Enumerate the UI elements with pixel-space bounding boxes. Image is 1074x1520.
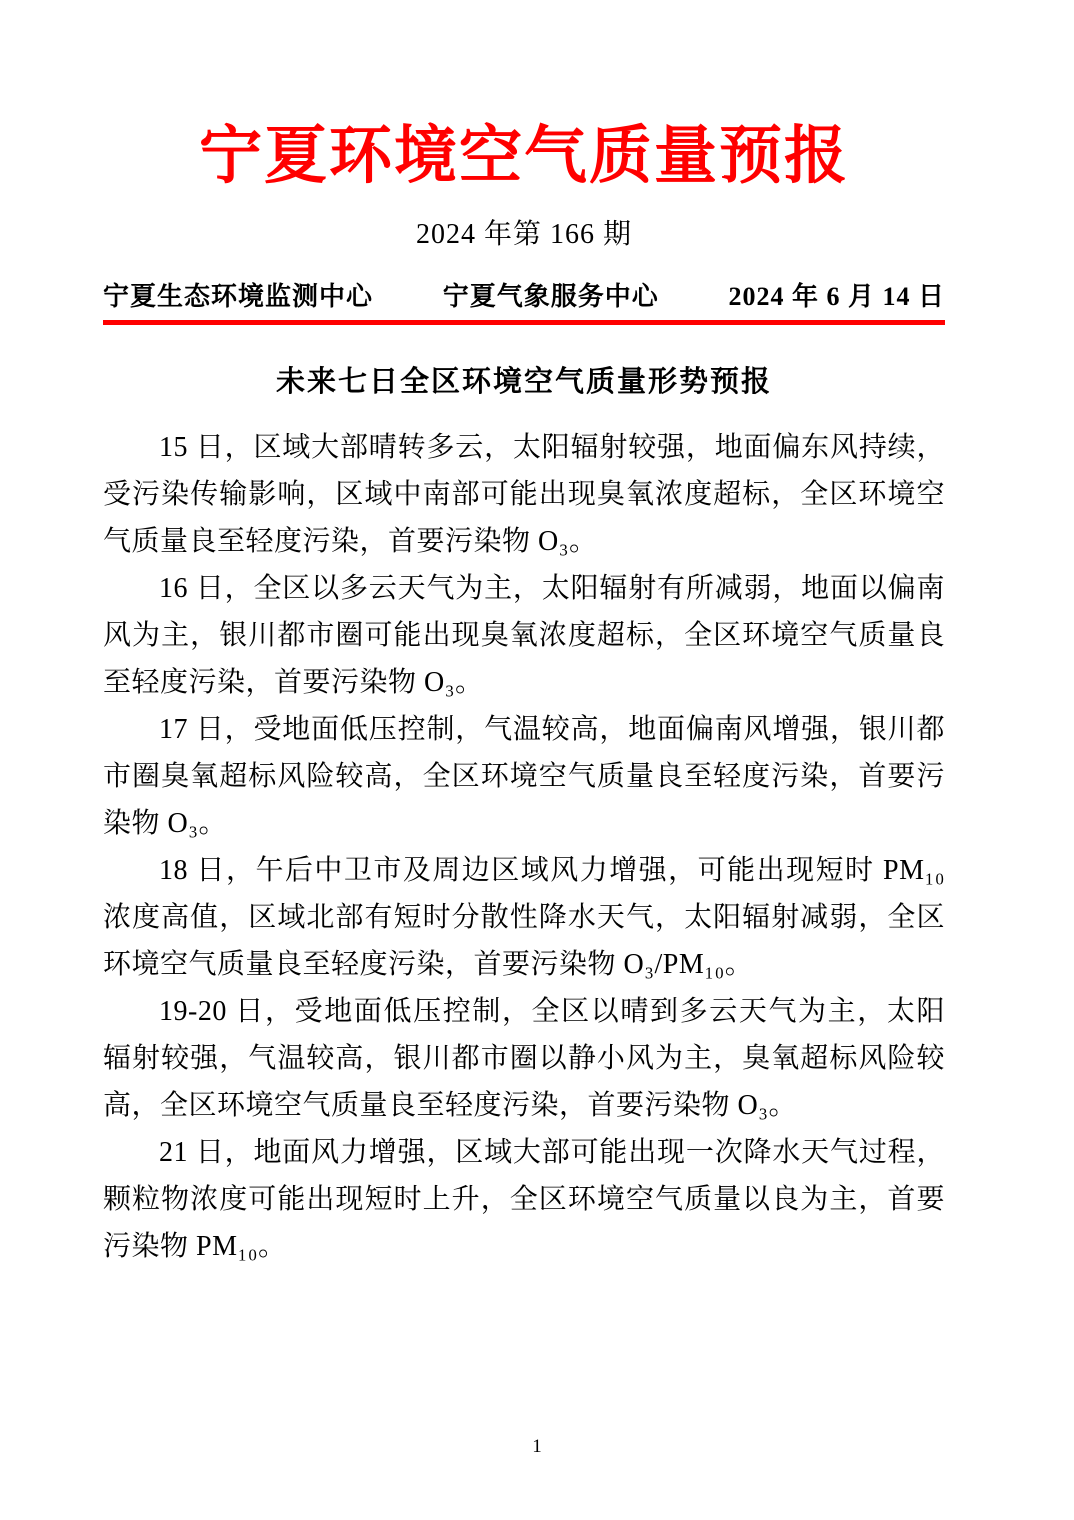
forecast-paragraph: 15 日，区域大部晴转多云，太阳辐射较强，地面偏东风持续，受污染传输影响，区域中南部可能出现臭氧浓度超标，全区环境空气质量良至轻度污染，首要污染物 O₃。 bbox=[103, 432, 945, 558]
forecast-paragraph: 16 日，全区以多云天气为主，太阳辐射有所减弱，地面以偏南风为主，银川都市圈可能出现臭氧浓度超标，全区环境空气质量良至轻度污染，首要污染物 O₃。 bbox=[103, 573, 945, 699]
document-title: 宁夏环境空气质量预报 bbox=[199, 121, 849, 191]
forecast-paragraph: 17 日，受地面低压控制，气温较高，地面偏南风增强，银川都市圈臭氧超标风险较高，全区环境空气质量良至轻度污染，首要污染物 O₃。 bbox=[103, 714, 945, 840]
forecast-paragraph: 19-20 日，受地面低压控制，全区以晴到多云天气为主，太阳辐射较强，气温较高，银川都市圈以静小风为主，臭氧超标风险较高，全区环境空气质量良至轻度污染，首要污染物 O₃。 bbox=[103, 996, 945, 1122]
document-content bbox=[103, 0, 945, 1270]
issuer-org-center: 宁夏气象服务中心 bbox=[442, 282, 659, 312]
forecast-paragraphs bbox=[103, 424, 945, 1270]
section-title: 未来七日全区环境空气质量形势预报 bbox=[275, 366, 772, 399]
issuer-header-row bbox=[103, 276, 945, 325]
forecast-paragraph: 21 日，地面风力增强，区域大部可能出现一次降水天气过程，颗粒物浓度可能出现短时上升，全区环境空气质量以良为主，首要污染物 PM₁₀。 bbox=[103, 1137, 945, 1263]
page-number: 1 bbox=[532, 1436, 542, 1457]
issuer-org-left: 宁夏生态环境监测中心 bbox=[103, 282, 374, 312]
issue-date: 2024 年 6 月 14 日 bbox=[728, 282, 945, 312]
forecast-paragraph: 18 日，午后中卫市及周边区域风力增强，可能出现短时 PM₁₀ 浓度高值，区域北部有短时分散性降水天气，太阳辐射减弱，全区环境空气质量良至轻度污染，首要污染物 O₃/PM₁₀。 bbox=[103, 855, 945, 981]
issue-number: 2024 年第 166 期 bbox=[415, 219, 632, 251]
